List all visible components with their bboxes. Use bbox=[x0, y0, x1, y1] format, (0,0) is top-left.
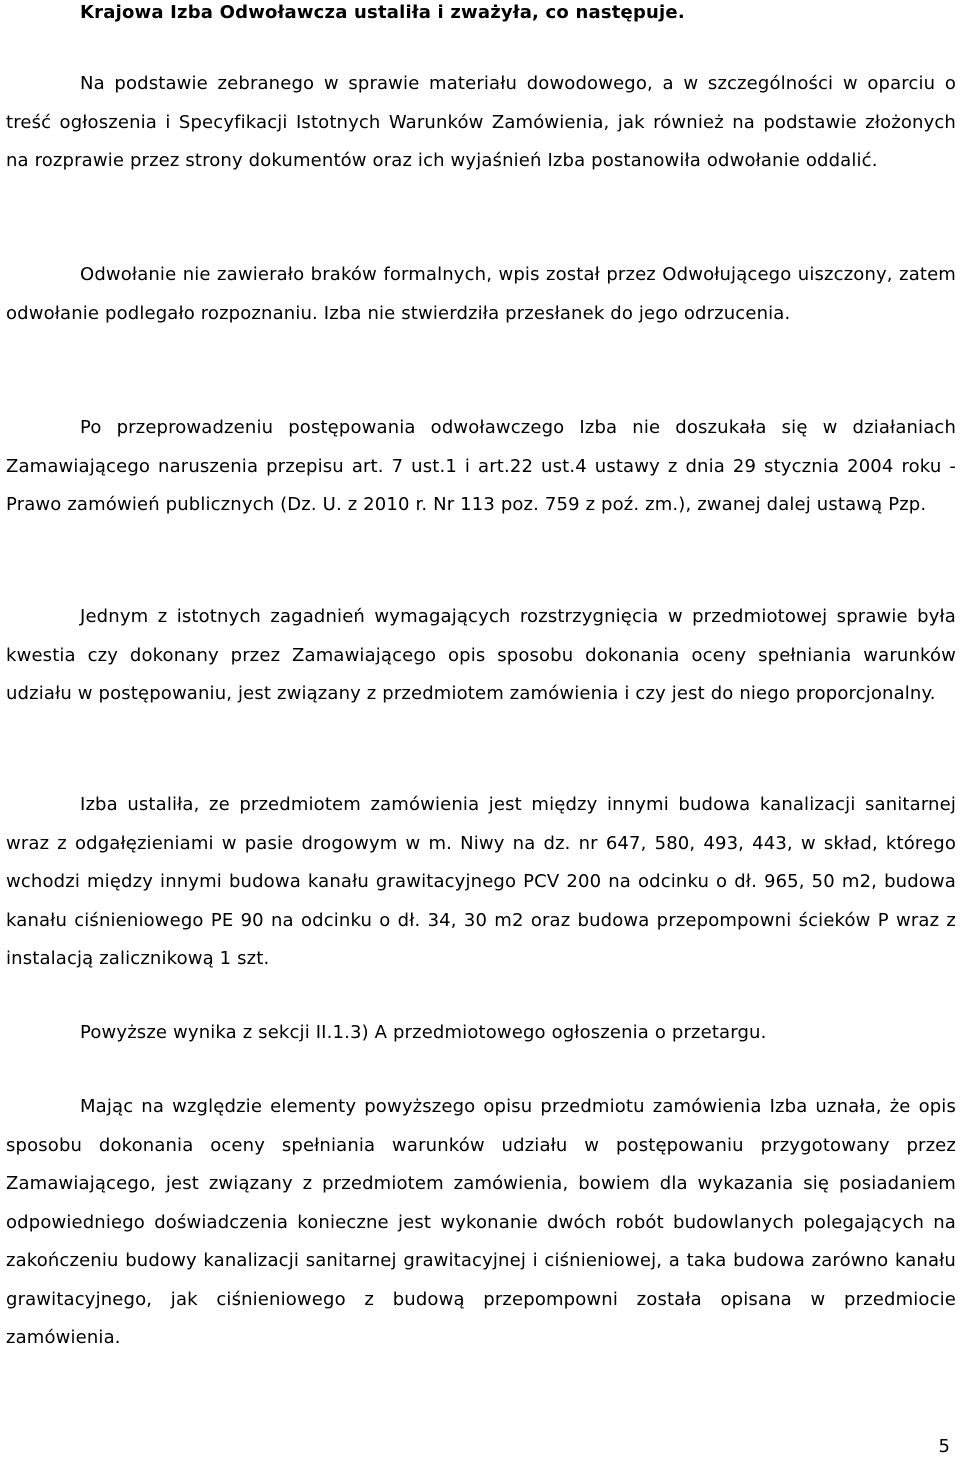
page-number: 5 bbox=[938, 1436, 950, 1457]
paragraph-7: Mając na względzie elementy powyższego opisu przedmiotu zamówienia Izba uznała, że opis sposobu dokonania oceny spełniania warunków udziału w postępowaniu przygotowany przez Zamawiającego, jest związany z przedmiotem zamówienia, bowiem dla wykazania się posiadaniem odpowiedniego doświadczenia konieczne jest wykonanie dwóch robót budowlanych polegających na zakończeniu budowy kanalizacji sanitarnej grawitacyjnej i ciśnieniowej, a taka budowa zarówno kanału grawitacyjnego, jak ciśnieniowego z budową przepompowni została opisana w przedmiocie zamówienia. bbox=[6, 1096, 956, 1348]
paragraph-1: Na podstawie zebranego w sprawie materiału dowodowego, a w szczególności w oparciu o treść ogłoszenia i Specyfikacji Istotnych Warunków Zamówienia, jak również na podstawie złożonych na rozprawie przez strony dokumentów oraz ich wyjaśnień Izba postanowiła odwołanie oddalić. bbox=[6, 73, 956, 171]
paragraph-2: Odwołanie nie zawierało braków formalnych, wpis został przez Odwołującego uiszczony, zatem odwołanie podlegało rozpoznaniu. Izba nie stwierdziła przesłanek do jego odrzucenia. bbox=[6, 264, 956, 324]
section-heading: Krajowa Izba Odwoławcza ustaliła i zważyła, co następuje. bbox=[80, 2, 685, 23]
paragraph-3: Po przeprowadzeniu postępowania odwoławczego Izba nie doszukała się w działaniach Zamawiającego naruszenia przepisu art. 7 ust.1 i art.22 ust.4 ustawy z dnia 29 stycznia 2004 roku - Prawo zamówień publicznych (Dz. U. z 2010 r. Nr 113 poz. 759 z poź. zm.), zwanej dalej ustawą Pzp. bbox=[6, 417, 956, 515]
paragraph-4: Jednym z istotnych zagadnień wymagających rozstrzygnięcia w przedmiotowej sprawie była kwestia czy dokonany przez Zamawiającego opis sposobu dokonania oceny spełniania warunków udziału w postępowaniu, jest związany z przedmiotem zamówienia i czy jest do niego proporcjonalny. bbox=[6, 606, 956, 704]
paragraph-6: Powyższe wynika z sekcji II.1.3) A przedmiotowego ogłoszenia o przetargu. bbox=[80, 1022, 767, 1043]
paragraph-5: Izba ustaliła, ze przedmiotem zamówienia jest między innymi budowa kanalizacji sanitarnej wraz z odgałęzieniami w pasie drogowym w m. Niwy na dz. nr 647, 580, 493, 443, w skład, którego wchodzi między innymi budowa kanału grawitacyjnego PCV 200 na odcinku o dł. 965, 50 m2, budowa kanału ciśnieniowego PE 90 na odcinku o dł. 34, 30 m2 oraz budowa przepompowni ścieków P wraz z instalacją zalicznikową 1 szt. bbox=[6, 794, 956, 969]
document-page bbox=[6, 0, 956, 1460]
